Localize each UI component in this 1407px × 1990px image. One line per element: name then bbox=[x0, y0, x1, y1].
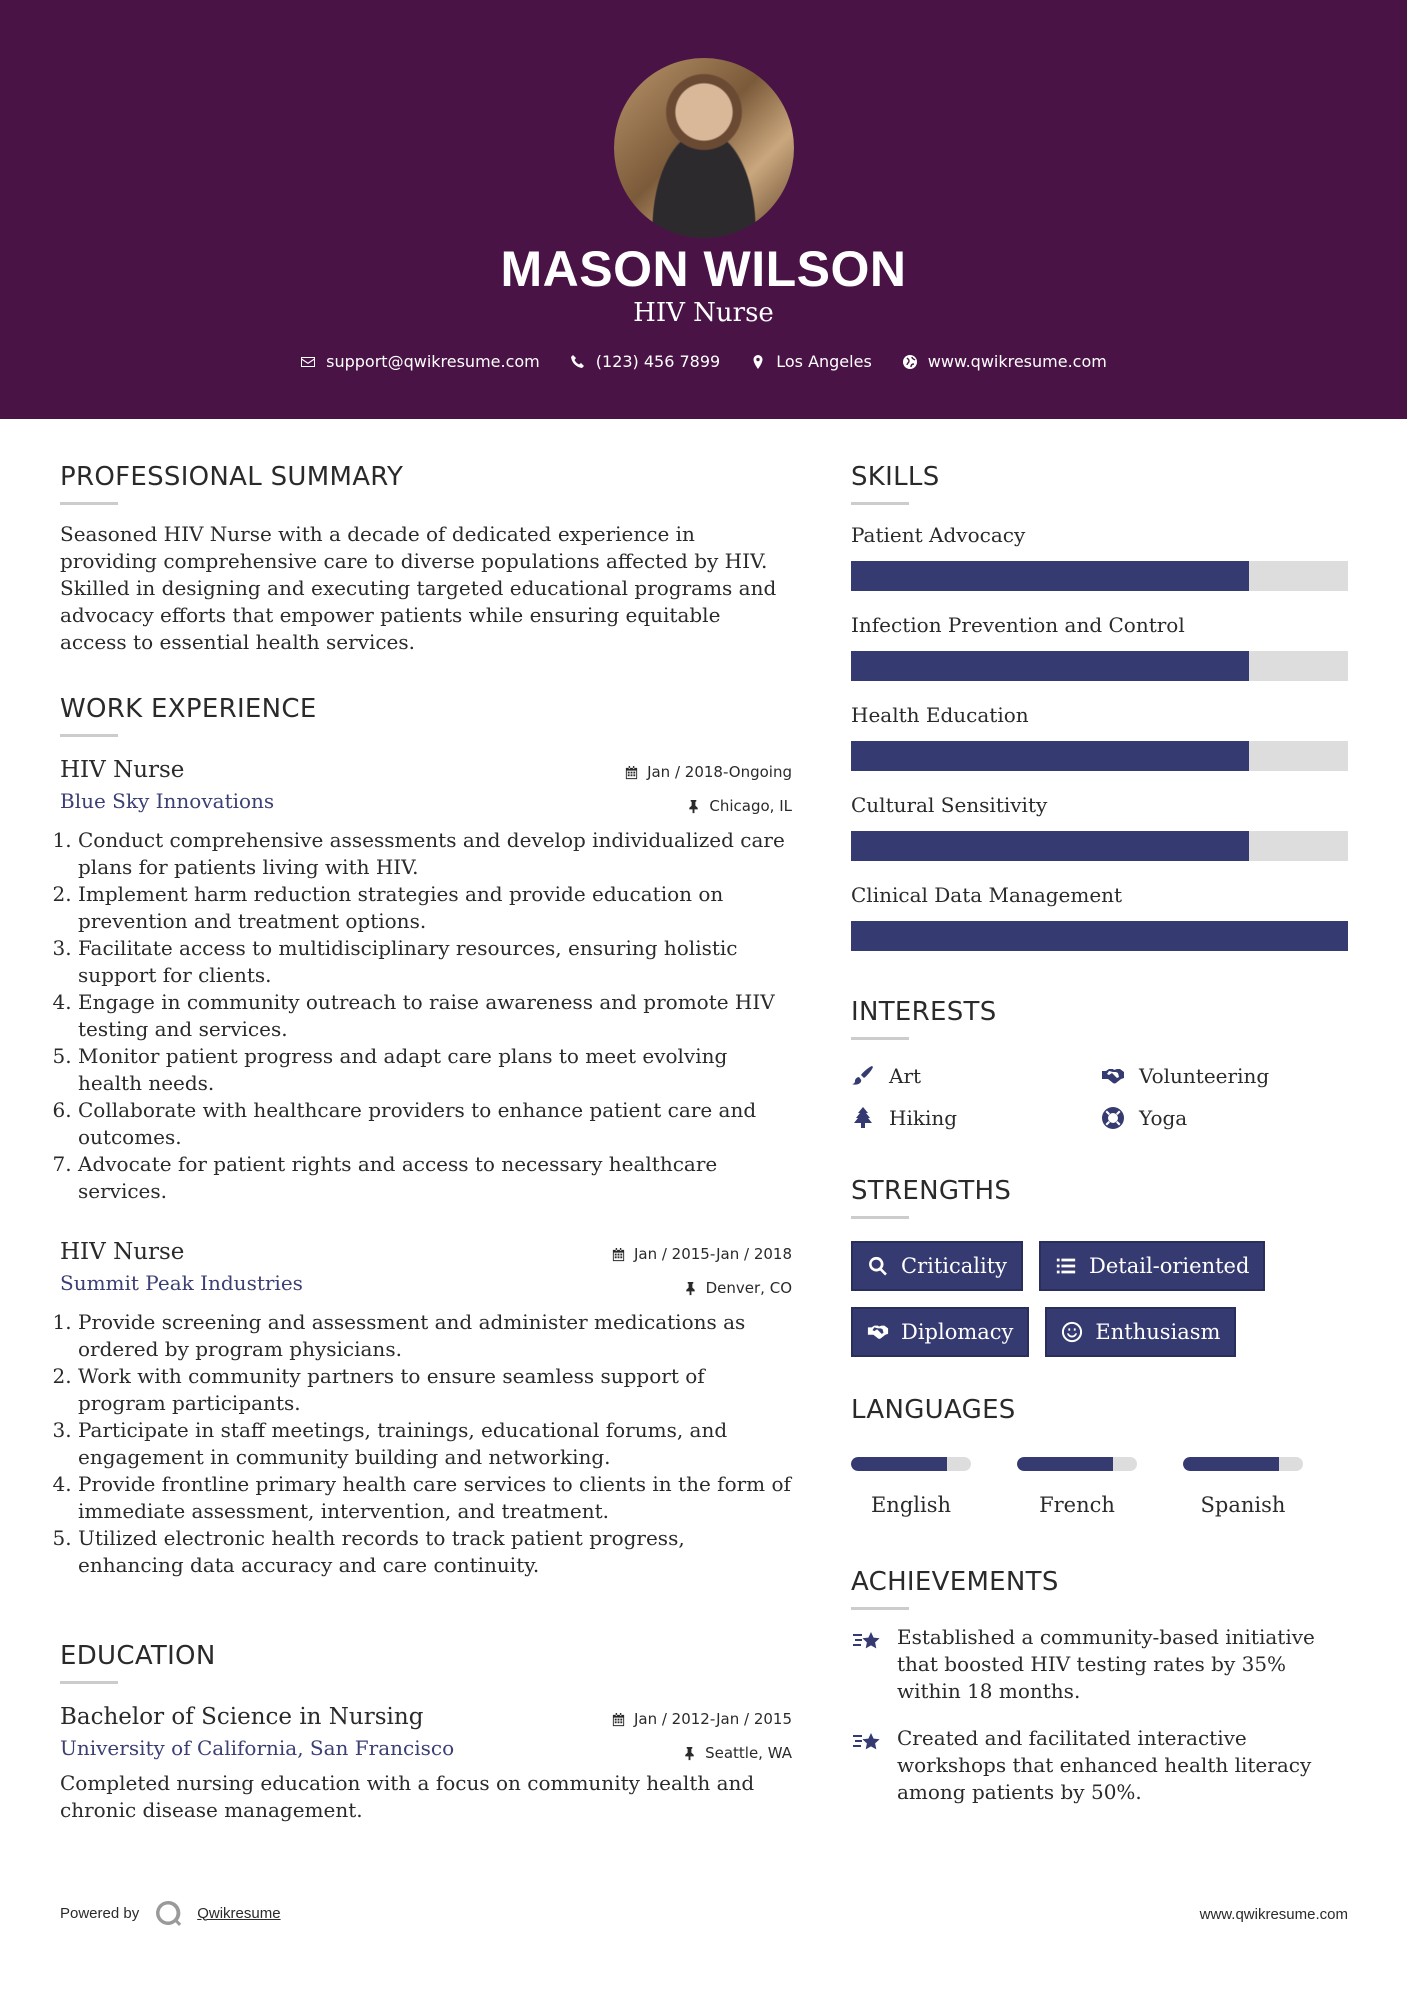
globe-icon bbox=[902, 354, 918, 370]
job-dates-text: Jan / 2015-Jan / 2018 bbox=[633, 1245, 792, 1263]
language-item bbox=[851, 1457, 971, 1517]
language-item bbox=[1183, 1457, 1303, 1517]
job-company: Blue Sky Innovations bbox=[60, 789, 275, 813]
powered-by-label: Powered by bbox=[60, 1904, 140, 1922]
interest-label: Hiking bbox=[889, 1106, 958, 1130]
section-divider bbox=[851, 1037, 909, 1040]
skill-bar-fill bbox=[851, 921, 1348, 951]
languages-list bbox=[851, 1457, 1348, 1517]
school-name: University of California, San Francisco bbox=[60, 1736, 455, 1760]
list-item: 4. Provide frontline primary health care services to clients in the form of immediate assessment, intervention, and treatment. bbox=[78, 1471, 792, 1525]
language-bar bbox=[1183, 1457, 1303, 1471]
list-item: 6. Collaborate with healthcare providers to enhance patient care and outcomes. bbox=[78, 1097, 792, 1151]
education-heading: EDUCATION bbox=[60, 1641, 216, 1671]
skill-label: Clinical Data Management bbox=[851, 883, 1123, 907]
qwikresume-logo-icon bbox=[153, 1898, 183, 1928]
skill-item bbox=[851, 703, 1348, 771]
summary-text: Seasoned HIV Nurse with a decade of dedicated experience in providing comprehensive care to diverse populations affected by HIV. Skilled in designing and executing targeted educational programs and advocacy efforts that empower patients while ensuring equitable access to essential health services. bbox=[60, 522, 777, 654]
achievements-section bbox=[851, 1567, 1348, 1806]
skill-bar bbox=[851, 741, 1348, 771]
list-item: 3. Facilitate access to multidisciplinary resources, ensuring holistic support for clients. bbox=[78, 935, 792, 989]
skill-item bbox=[851, 613, 1348, 681]
contact-website-text: www.qwikresume.com bbox=[927, 352, 1107, 371]
map-pin-icon bbox=[750, 354, 766, 370]
skill-bar-fill bbox=[851, 561, 1249, 591]
education-location bbox=[682, 1744, 792, 1762]
skill-bar-fill bbox=[851, 741, 1249, 771]
right-column bbox=[851, 462, 1348, 1806]
footer-branding bbox=[60, 1898, 281, 1928]
skill-bar-fill bbox=[851, 831, 1249, 861]
job-entry bbox=[60, 757, 792, 1205]
education-dates bbox=[611, 1710, 792, 1728]
search-icon bbox=[867, 1255, 889, 1277]
section-divider bbox=[60, 734, 118, 737]
language-label: English bbox=[870, 1493, 952, 1517]
skills-heading: SKILLS bbox=[851, 462, 940, 492]
language-bar bbox=[1017, 1457, 1137, 1471]
language-bar bbox=[851, 1457, 971, 1471]
interest-label: Art bbox=[889, 1064, 922, 1088]
handshake-icon bbox=[1101, 1064, 1125, 1088]
achievement-text: Established a community-based initiative that boosted HIV testing rates by 35% within 18 months. bbox=[897, 1625, 1315, 1703]
list-item: 7. Advocate for patient rights and access to necessary healthcare services. bbox=[78, 1151, 792, 1205]
job-duties bbox=[60, 827, 792, 1205]
footer-website[interactable]: www.qwikresume.com bbox=[1199, 1906, 1348, 1923]
language-bar-fill bbox=[851, 1457, 947, 1471]
achievement-item bbox=[851, 1624, 1348, 1705]
list-item: 1. Conduct comprehensive assessments and develop individualized care plans for patients living with HIV. bbox=[78, 827, 792, 881]
skill-bar bbox=[851, 831, 1348, 861]
summary-section bbox=[60, 462, 792, 656]
calendar-icon bbox=[611, 1712, 626, 1727]
strength-chip bbox=[1039, 1241, 1265, 1291]
section-divider bbox=[851, 502, 909, 505]
section-divider bbox=[851, 1607, 909, 1610]
section-divider bbox=[60, 502, 118, 505]
list-item: 2. Implement harm reduction strategies and provide education on prevention and treatment options. bbox=[78, 881, 792, 935]
skill-item bbox=[851, 523, 1348, 591]
strength-label: Criticality bbox=[901, 1254, 1007, 1278]
list-item: 5. Utilized electronic health records to track patient progress, enhancing data accuracy and care continuity. bbox=[78, 1525, 792, 1579]
job-title: HIV Nurse bbox=[60, 1239, 185, 1265]
strength-chip bbox=[1045, 1307, 1236, 1357]
job-title: HIV Nurse bbox=[60, 757, 185, 783]
interests-list bbox=[851, 1064, 1348, 1130]
language-item bbox=[1017, 1457, 1137, 1517]
list-item: 3. Participate in staff meetings, trainings, educational forums, and engagement in community building and networking. bbox=[78, 1417, 792, 1471]
skill-bar bbox=[851, 561, 1348, 591]
job-dates bbox=[624, 763, 792, 781]
candidate-role: HIV Nurse bbox=[633, 298, 774, 328]
achievement-text: Created and facilitated interactive workshops that enhanced health literacy among patients by 50%. bbox=[897, 1726, 1312, 1804]
calendar-icon bbox=[624, 765, 639, 780]
skills-list bbox=[851, 523, 1348, 951]
interests-heading: INTERESTS bbox=[851, 997, 997, 1027]
interest-item bbox=[1101, 1106, 1341, 1130]
degree-title: Bachelor of Science in Nursing bbox=[60, 1704, 424, 1730]
job-dates-text: Jan / 2018-Ongoing bbox=[647, 763, 792, 781]
skill-bar bbox=[851, 921, 1348, 951]
contact-phone-text: (123) 456 7899 bbox=[595, 352, 721, 371]
strength-label: Detail-oriented bbox=[1089, 1254, 1250, 1278]
language-label: Spanish bbox=[1200, 1493, 1286, 1517]
interests-section bbox=[851, 997, 1348, 1130]
candidate-name: MASON WILSON bbox=[500, 241, 907, 297]
calendar-icon bbox=[611, 1247, 626, 1262]
education-text: Completed nursing education with a focus on community health and chronic disease management. bbox=[60, 1771, 755, 1822]
language-label: French bbox=[1039, 1493, 1115, 1517]
job-company: Summit Peak Industries bbox=[60, 1271, 303, 1295]
education-section bbox=[60, 1641, 792, 1824]
pushpin-icon bbox=[683, 1281, 698, 1296]
skill-label: Infection Prevention and Control bbox=[851, 613, 1185, 637]
strength-label: Diplomacy bbox=[901, 1320, 1014, 1344]
skill-bar bbox=[851, 651, 1348, 681]
interest-label: Volunteering bbox=[1139, 1064, 1270, 1088]
strengths-heading: STRENGTHS bbox=[851, 1176, 1012, 1206]
interest-item bbox=[851, 1064, 1101, 1088]
interest-item bbox=[1101, 1064, 1341, 1088]
phone-icon bbox=[570, 354, 586, 370]
strength-label: Enthusiasm bbox=[1095, 1320, 1221, 1344]
language-bar-fill bbox=[1183, 1457, 1279, 1471]
skill-item bbox=[851, 793, 1348, 861]
list-item: 4. Engage in community outreach to raise awareness and promote HIV testing and services. bbox=[78, 989, 792, 1043]
education-entry bbox=[60, 1704, 792, 1824]
contact-bar bbox=[0, 352, 1407, 371]
shooting-star-icon bbox=[851, 1624, 883, 1656]
contact-email-text: support@qwikresume.com bbox=[326, 352, 540, 371]
contact-website[interactable] bbox=[902, 352, 1107, 371]
section-divider bbox=[60, 1681, 118, 1684]
lifering-icon bbox=[1101, 1106, 1125, 1130]
job-entry bbox=[60, 1239, 792, 1579]
pushpin-icon bbox=[682, 1746, 697, 1761]
language-bar-fill bbox=[1017, 1457, 1113, 1471]
skill-bar-fill bbox=[851, 651, 1249, 681]
profile-photo bbox=[614, 58, 794, 238]
left-column bbox=[60, 462, 792, 1824]
contact-location bbox=[750, 352, 872, 371]
handshake-icon bbox=[867, 1321, 889, 1343]
job-location-text: Denver, CO bbox=[705, 1279, 792, 1297]
strengths-section bbox=[851, 1176, 1348, 1357]
achievement-item bbox=[851, 1725, 1348, 1806]
job-duties bbox=[60, 1309, 792, 1579]
education-location-text: Seattle, WA bbox=[705, 1744, 792, 1762]
job-location bbox=[686, 797, 792, 815]
strength-chip bbox=[851, 1307, 1029, 1357]
list-item: 1. Provide screening and assessment and administer medications as ordered by program physicians. bbox=[78, 1309, 792, 1363]
languages-section bbox=[851, 1395, 1348, 1517]
strengths-list bbox=[851, 1241, 1348, 1357]
skill-item bbox=[851, 883, 1348, 951]
list-item: 5. Monitor patient progress and adapt care plans to meet evolving health needs. bbox=[78, 1043, 792, 1097]
section-divider bbox=[851, 1216, 909, 1219]
languages-heading: LANGUAGES bbox=[851, 1395, 1016, 1425]
pushpin-icon bbox=[686, 799, 701, 814]
interest-label: Yoga bbox=[1139, 1106, 1188, 1130]
resume-header bbox=[0, 0, 1407, 419]
list-item: 2. Work with community partners to ensure seamless support of program participants. bbox=[78, 1363, 792, 1417]
contact-location-text: Los Angeles bbox=[776, 352, 872, 371]
strength-chip bbox=[851, 1241, 1023, 1291]
envelope-icon bbox=[300, 354, 316, 370]
job-dates bbox=[611, 1245, 792, 1263]
interest-item bbox=[851, 1106, 1101, 1130]
shooting-star-icon bbox=[851, 1725, 883, 1757]
achievements-heading: ACHIEVEMENTS bbox=[851, 1567, 1059, 1597]
job-location-text: Chicago, IL bbox=[709, 797, 792, 815]
experience-section bbox=[60, 694, 792, 1579]
job-location bbox=[683, 1279, 792, 1297]
qwikresume-link[interactable]: Qwikresume bbox=[197, 1904, 281, 1922]
contact-email[interactable] bbox=[300, 352, 540, 371]
paintbrush-icon bbox=[851, 1064, 875, 1088]
skill-label: Patient Advocacy bbox=[851, 523, 1026, 547]
smile-icon bbox=[1061, 1321, 1083, 1343]
skill-label: Cultural Sensitivity bbox=[851, 793, 1048, 817]
education-dates-text: Jan / 2012-Jan / 2015 bbox=[633, 1710, 792, 1728]
summary-heading: PROFESSIONAL SUMMARY bbox=[60, 462, 404, 492]
contact-phone[interactable] bbox=[570, 352, 720, 371]
list-icon bbox=[1055, 1255, 1077, 1277]
tree-icon bbox=[851, 1106, 875, 1130]
experience-heading: WORK EXPERIENCE bbox=[60, 694, 317, 724]
skills-section bbox=[851, 462, 1348, 951]
skill-label: Health Education bbox=[851, 703, 1029, 727]
